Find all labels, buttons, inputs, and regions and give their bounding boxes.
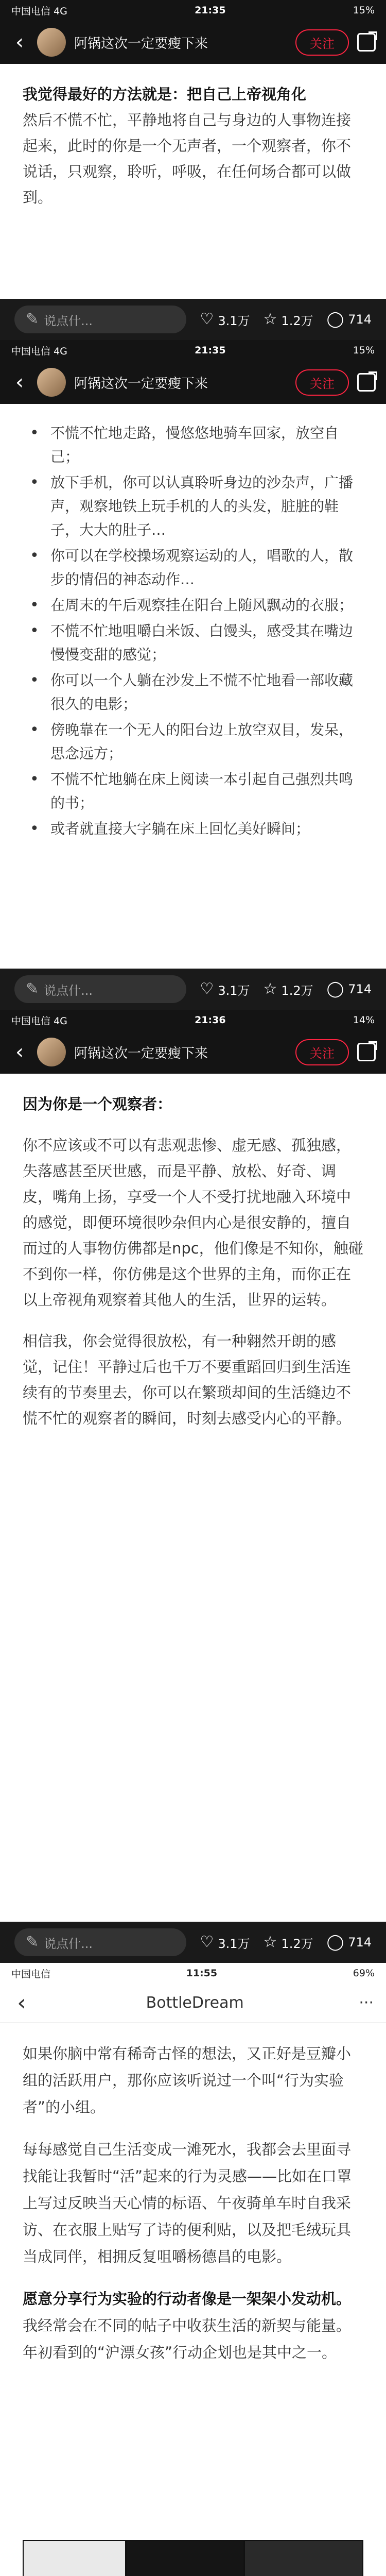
paragraph: 我经常会在不同的帖子中收获生活的新契与能量。年初看到的“沪漂女孩”行动企划也是其中之一。 [23, 2317, 352, 2361]
comment-input[interactable] [14, 975, 186, 1003]
back-icon[interactable]: ‹ [15, 370, 24, 394]
carrier: 中国电信 [11, 5, 51, 17]
note-body [0, 404, 386, 860]
status-bar [0, 340, 386, 361]
star-button[interactable] [264, 1934, 313, 1952]
comment-input[interactable] [14, 306, 186, 333]
avatar[interactable] [37, 1038, 66, 1066]
comment-count: 714 [348, 982, 372, 996]
list-item: • 你可以一个人躺在沙发上不慌不忙地看一部收藏很久的电影； [23, 669, 363, 716]
article-body [0, 2023, 386, 2399]
clock: 21:36 [195, 1014, 226, 1026]
comment-button[interactable] [327, 312, 372, 327]
comment-icon: ◯ [326, 310, 344, 328]
clock: 21:35 [195, 5, 226, 16]
pen-icon: ✎ [26, 310, 39, 328]
note-header [0, 21, 386, 64]
para-bold: 愿意分享行为实验的行动者像是一架架小发动机。 [23, 2290, 352, 2308]
paragraph: 然后不慌不忙，平静地将自己与身边的人事物连接起来，此时的你是一个无声者，一个观察者，你不说话，只观察，聆听，呼吸，在任何场合都可以做到。 [23, 111, 352, 206]
author-name[interactable]: 阿锅这次一定要瘦下来 [74, 1045, 208, 1061]
battery: 15% [353, 345, 375, 356]
action-bar [0, 969, 386, 1010]
status-bar [0, 1963, 386, 1984]
battery: 15% [353, 5, 375, 16]
star-button[interactable] [264, 980, 313, 998]
follow-button[interactable]: 关注 [295, 29, 349, 56]
comment-placeholder: 说点什... [44, 983, 93, 998]
paragraph: 如果你脑中常有稀奇古怪的想法，又正好是豆瓣小组的活跃用户，那你应该听说过一个叫“行为实验者”的小组。 [23, 2045, 352, 2116]
list-item: • 不慌不忙地躺在床上阅读一本引起自己强烈共鸣的书； [23, 768, 363, 815]
comment-count: 714 [348, 312, 372, 327]
like-count: 3.1万 [218, 1936, 250, 1951]
comment-placeholder: 说点什... [44, 1936, 93, 1951]
pen-icon: ✎ [26, 1933, 39, 1951]
back-icon[interactable]: ‹ [17, 1989, 26, 2016]
network: 4G [54, 5, 67, 17]
note-body [0, 1074, 386, 1464]
back-icon[interactable]: ‹ [15, 30, 24, 54]
list-item: • 你可以在学校操场观察运动的人，唱歌的人，散步的情侣的神态动作… [23, 544, 363, 591]
carrier: 中国电信 [11, 345, 51, 357]
comment-button[interactable] [327, 981, 372, 997]
nav-title: BottleDream [146, 1994, 244, 2012]
author-name[interactable]: 阿锅这次一定要瘦下来 [74, 36, 208, 52]
back-icon[interactable]: ‹ [15, 1040, 24, 1064]
author-name[interactable]: 阿锅这次一定要瘦下来 [74, 376, 208, 392]
like-button[interactable] [200, 1934, 250, 1952]
star-count: 1.2万 [281, 983, 313, 998]
carrier: 中国电信 [11, 1015, 51, 1027]
paragraph: 相信我，你会觉得很放松，有一种翱然开朗的感觉，记住！平静过后也千万不要重蹈回归到生活连续有的节奏里去，你可以在繁琐却间的生活缝边不慌不忙的观察者的瞬间，时刻去感受内心的平静。 [23, 1332, 352, 1427]
activity-list [23, 421, 363, 841]
screenshot-2 [0, 340, 386, 1010]
para-bold: 因为你是一个观察者： [23, 1095, 172, 1113]
note-header [0, 1030, 386, 1074]
comic-image [23, 2540, 363, 2576]
avatar[interactable] [37, 28, 66, 57]
list-item: • 在周末的午后观察挂在阳台上随风飘动的衣服； [23, 594, 363, 617]
share-icon[interactable] [357, 1043, 376, 1061]
battery: 69% [353, 1968, 375, 1979]
list-item: • 或者就直接大字躺在床上回忆美好瞬间； [23, 817, 363, 841]
comment-count: 714 [348, 1935, 372, 1950]
list-item: • 不慌不忙地咀嚼白米饭、白馒头，感受其在嘴边慢慢变甜的感觉； [23, 619, 363, 667]
comment-icon: ◯ [326, 980, 344, 998]
list-item: • 傍晚靠在一个无人的阳台边上放空双目，发呆，思念远方； [23, 718, 363, 766]
star-count: 1.2万 [281, 1936, 313, 1951]
comment-placeholder: 说点什... [44, 313, 93, 328]
heart-icon: ♡ [200, 310, 214, 328]
para-bold: 我觉得最好的方法就是：把自己上帝视角化 [23, 86, 307, 103]
note-body [0, 64, 386, 243]
status-bar [0, 0, 386, 21]
carrier: 中国电信 [11, 1968, 51, 1980]
star-icon: ☆ [263, 310, 277, 328]
network: 4G [54, 345, 67, 357]
action-bar [0, 1922, 386, 1963]
star-icon: ☆ [263, 980, 277, 998]
action-bar [0, 299, 386, 340]
star-button[interactable] [264, 311, 313, 329]
clock: 11:55 [186, 1968, 218, 1979]
clock: 21:35 [195, 345, 226, 356]
heart-icon: ♡ [200, 1933, 214, 1951]
pen-icon: ✎ [26, 980, 39, 998]
share-icon[interactable] [357, 373, 376, 392]
like-count: 3.1万 [218, 983, 250, 998]
screenshot-4 [0, 1963, 386, 2576]
follow-button[interactable]: 关注 [295, 1039, 349, 1065]
star-icon: ☆ [263, 1933, 277, 1951]
battery: 14% [353, 1014, 375, 1026]
comment-icon: ◯ [326, 1933, 344, 1951]
avatar[interactable] [37, 368, 66, 397]
more-icon[interactable]: ··· [359, 1993, 374, 2012]
comment-input[interactable] [14, 1928, 186, 1956]
list-item: • 不慌不忙地走路，慢悠悠地骑车回家，放空自己； [23, 421, 363, 469]
screenshot-1 [0, 0, 386, 340]
like-button[interactable] [200, 311, 250, 329]
share-icon[interactable] [357, 33, 376, 52]
like-button[interactable] [200, 980, 250, 998]
note-header [0, 361, 386, 404]
nav-bar [0, 1984, 386, 2023]
network: 4G [54, 1015, 67, 1027]
status-bar [0, 1010, 386, 1030]
paragraph: 每每感觉自己生活变成一滩死水，我都会去里面寻找能让我暂时“活”起来的行为灵感——比如在口罩上写过反映当天心情的标语、午夜骑单车时自我采访、在衣服上贴写了诗的便利贴，以及把毛绒玩具当成同伴，相拥反复咀嚼杨德昌的电影。 [23, 2141, 352, 2265]
screenshot-3 [0, 1010, 386, 1963]
star-count: 1.2万 [281, 313, 313, 328]
like-count: 3.1万 [218, 313, 250, 328]
comment-button[interactable] [327, 1935, 372, 1950]
follow-button[interactable]: 关注 [295, 369, 349, 396]
heart-icon: ♡ [200, 980, 214, 998]
paragraph: 你不应该或不可以有悲观悲惨、虚无感、孤独感，失落感甚至厌世感，而是平静、放松、好奇、调皮，嘴角上扬，享受一个人不受打扰地融入环境中的感觉，即便环境很吵杂但内心是很安静的，擅自而过的人事物仿佛都是npc，他们像是不知你，触碰不到你一样，你仿佛是这个世界的主角，而你正在以上帝视角观察着其他人的生活，世界的运转。 [23, 1137, 363, 1309]
list-item: • 放下手机，你可以认真聆听身边的沙杂声，广播声，观察地铁上玩手机的人的头发，脏脏的鞋子，大大的肚子… [23, 471, 363, 542]
